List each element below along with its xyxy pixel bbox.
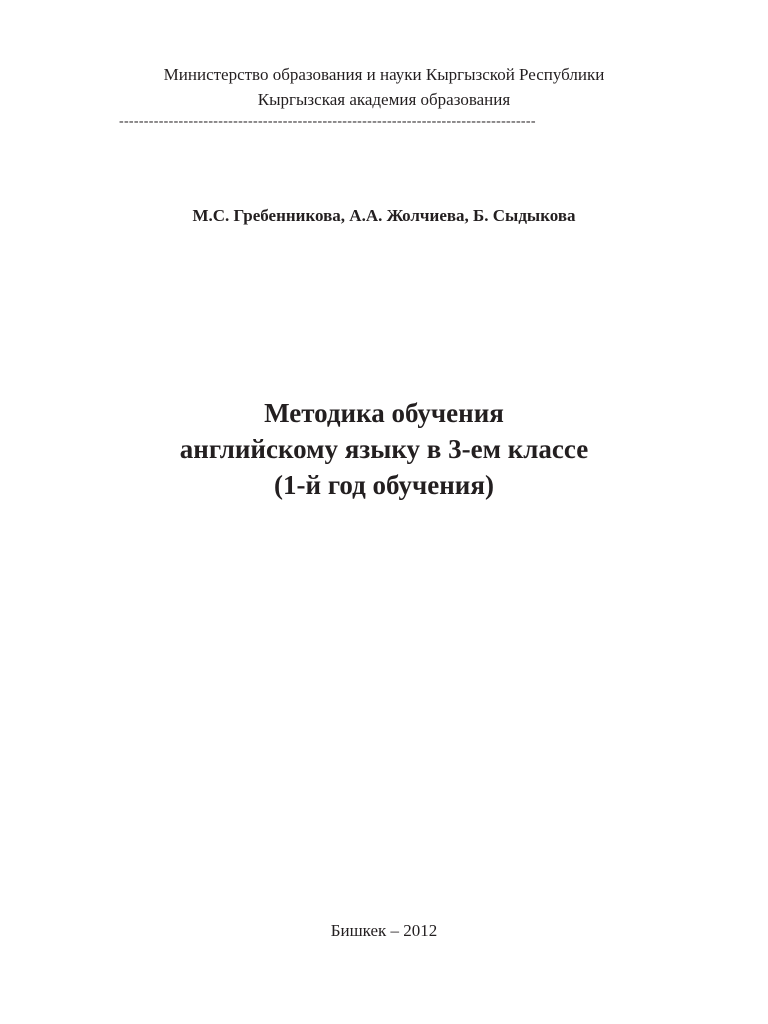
dashed-separator: ------------------------------------------------------------------------------------ [119,115,536,129]
ministry-name: Министерство образования и науки Кыргызской Республики [163,65,605,84]
authors-line: М.С. Гребенникова, А.А. Жолчиева, Б. Сыдыкова [192,206,576,225]
book-title [0,395,768,503]
title-line-3: (1-й год обучения) [274,470,494,500]
academy-name: Кыргызская академия образования [257,90,511,109]
place-and-year: Бишкек – 2012 [330,921,438,940]
title-line-1: Методика обучения [264,398,504,428]
publisher-header [0,62,768,112]
title-line-2: английскому языку в 3-ем классе [179,434,589,464]
